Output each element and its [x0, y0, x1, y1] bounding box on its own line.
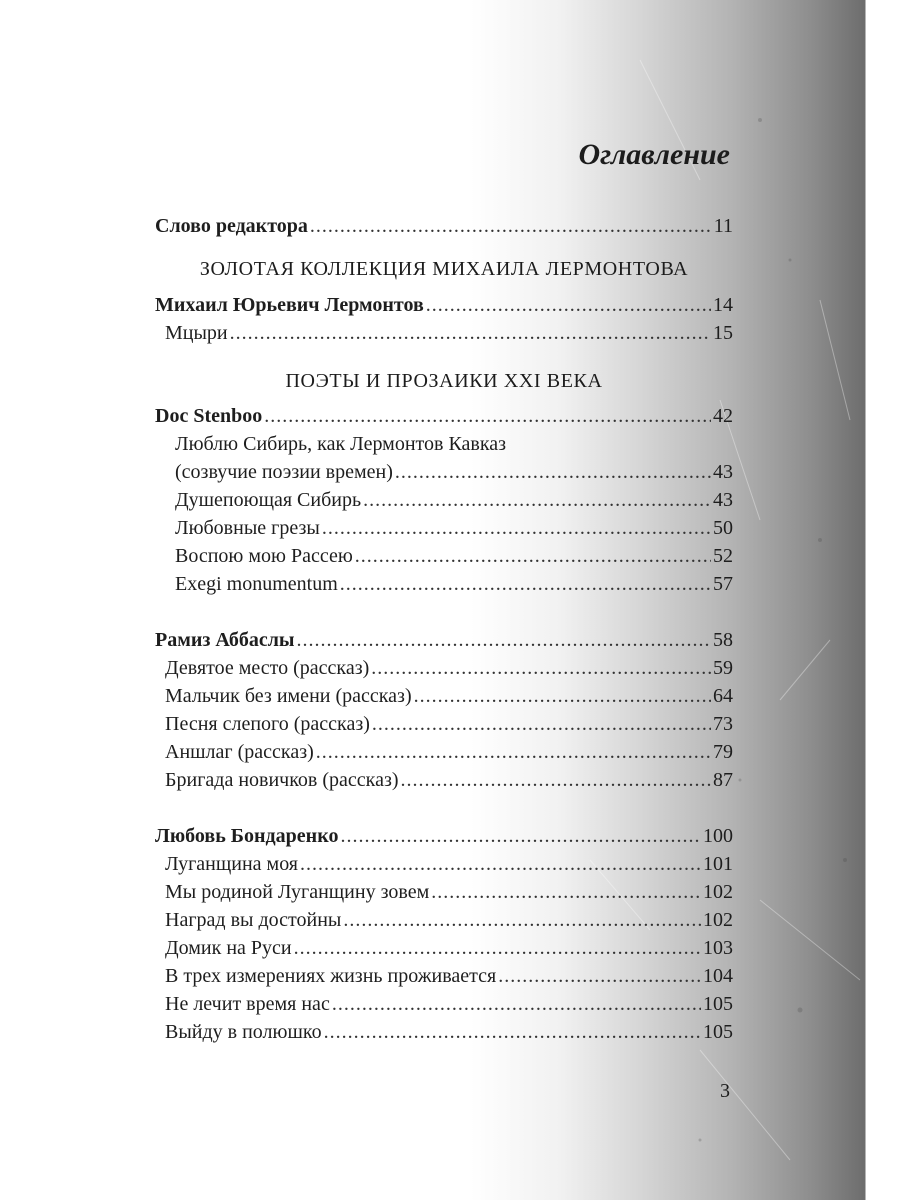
toc-entry-page: 105 — [703, 993, 733, 1015]
toc-entry-page: 42 — [713, 405, 733, 427]
toc-entry-label: Слово редактора — [155, 215, 308, 237]
dot-leader — [294, 934, 701, 962]
page-title: Оглавление — [578, 138, 730, 171]
toc-entry-label: Не лечит время нас — [165, 993, 330, 1015]
toc-entry-author[interactable] — [155, 291, 733, 319]
toc-entry-label: Воспою мою Рассею — [175, 545, 353, 567]
toc-entry-page: 102 — [703, 881, 733, 903]
toc-entry-page: 100 — [703, 825, 733, 847]
toc-entry-label: (созвучие поэзии времен) — [175, 461, 393, 483]
dot-leader — [431, 878, 701, 906]
toc-entry-label: Мы родиной Луганщину зовем — [165, 881, 430, 903]
toc-entry[interactable] — [165, 766, 733, 794]
toc-entry[interactable] — [165, 878, 733, 906]
dot-leader — [322, 514, 711, 542]
dot-leader — [498, 962, 701, 990]
dot-leader — [310, 212, 712, 240]
toc-entry-page: 58 — [713, 629, 733, 651]
dot-leader — [343, 906, 701, 934]
toc-entry[interactable] — [175, 570, 733, 598]
dot-leader — [395, 458, 711, 486]
toc-entry-page: 105 — [703, 1021, 733, 1043]
toc-entry-label: Бригада новичков (рассказ) — [165, 769, 399, 791]
dot-leader — [371, 654, 711, 682]
toc-entry-page: 59 — [713, 657, 733, 679]
toc-entry-page: 103 — [703, 937, 733, 959]
toc-entry[interactable] — [165, 906, 733, 934]
toc-entry-label: Doc Stenboo — [155, 405, 263, 427]
dot-leader — [316, 738, 711, 766]
toc-entry-page: 11 — [713, 215, 733, 237]
toc-entry-page: 87 — [713, 769, 733, 791]
toc-entry[interactable] — [165, 934, 733, 962]
toc-entry-page: 64 — [713, 685, 733, 707]
toc-entry-page: 104 — [703, 965, 733, 987]
dot-leader — [332, 990, 701, 1018]
toc-entry[interactable] — [165, 682, 733, 710]
toc-entry-label: Любовные грезы — [175, 517, 320, 539]
toc-entry-author[interactable] — [155, 822, 733, 850]
toc-entry-label: Домик на Руси — [165, 937, 292, 959]
toc-entry-label: Люблю Сибирь, как Лермонтов Кавказ — [175, 433, 507, 455]
toc-entry-page: 102 — [703, 909, 733, 931]
dot-leader — [340, 570, 711, 598]
toc-entry-author[interactable] — [155, 402, 733, 430]
dot-leader — [414, 682, 711, 710]
toc-entry[interactable] — [175, 514, 733, 542]
toc-entry[interactable] — [165, 1018, 733, 1046]
toc-entry-page: 79 — [713, 741, 733, 763]
dot-leader — [363, 486, 711, 514]
toc-entry-label: Девятое место (рассказ) — [165, 657, 370, 679]
toc-entry[interactable] — [165, 738, 733, 766]
toc-entry[interactable] — [165, 710, 733, 738]
dot-leader — [264, 402, 711, 430]
toc-entry-label: Песня слепого (рассказ) — [165, 713, 370, 735]
dot-leader — [300, 850, 701, 878]
dot-leader — [355, 542, 711, 570]
dot-leader — [340, 822, 701, 850]
toc-entry-label: Аншлаг (рассказ) — [165, 741, 314, 763]
toc-entry-page: 73 — [713, 713, 733, 735]
toc-entry-label: Луганщина моя — [165, 853, 299, 875]
toc-entry-label: Наград вы достойны — [165, 909, 342, 931]
dot-leader — [230, 319, 711, 347]
toc-entry[interactable] — [175, 458, 733, 486]
dot-leader — [372, 710, 711, 738]
toc-entry[interactable] — [175, 542, 733, 570]
toc-entry[interactable] — [165, 990, 733, 1018]
toc-entry-page: 43 — [713, 461, 733, 483]
toc-entry-editor[interactable] — [155, 212, 733, 240]
dot-leader — [324, 1018, 701, 1046]
toc-entry-page: 14 — [713, 294, 733, 316]
toc-entry[interactable] — [175, 486, 733, 514]
toc-entry-label: Мцыри — [165, 322, 228, 344]
section-heading-1: ЗОЛОТАЯ КОЛЛЕКЦИЯ МИХАИЛА ЛЕРМОНТОВА — [199, 258, 689, 280]
section-heading-2: ПОЭТЫ И ПРОЗАИКИ XXI ВЕКА — [285, 370, 603, 392]
toc-entry-label: Мальчик без имени (рассказ) — [165, 685, 412, 707]
toc-entry-author[interactable] — [155, 626, 733, 654]
toc-entry[interactable] — [165, 850, 733, 878]
toc-entry[interactable] — [175, 430, 733, 458]
dot-leader — [401, 766, 711, 794]
toc-entry-label: Любовь Бондаренко — [155, 825, 339, 847]
toc-entry-label: Душепоющая Сибирь — [175, 489, 362, 511]
toc-entry[interactable] — [165, 319, 733, 347]
toc-entry-label: Exegi monumentum — [175, 573, 338, 595]
toc-entry-page: 43 — [713, 489, 733, 511]
toc-entry[interactable] — [165, 962, 733, 990]
toc-entry-page: 52 — [713, 545, 733, 567]
toc-entry-label: Рамиз Аббаслы — [155, 629, 295, 651]
dot-leader — [426, 291, 711, 319]
page-number: 3 — [720, 1080, 730, 1102]
toc-entry-label: В трех измерениях жизнь проживается — [165, 965, 497, 987]
toc-entry[interactable] — [165, 654, 733, 682]
toc-entry-label: Михаил Юрьевич Лермонтов — [155, 294, 424, 316]
toc-entry-page: 57 — [713, 573, 733, 595]
toc-entry-page: 50 — [713, 517, 733, 539]
dot-leader — [297, 626, 711, 654]
toc-entry-page: 101 — [703, 853, 733, 875]
toc-entry-page: 15 — [713, 322, 733, 344]
toc-entry-label: Выйду в полюшко — [165, 1021, 322, 1043]
